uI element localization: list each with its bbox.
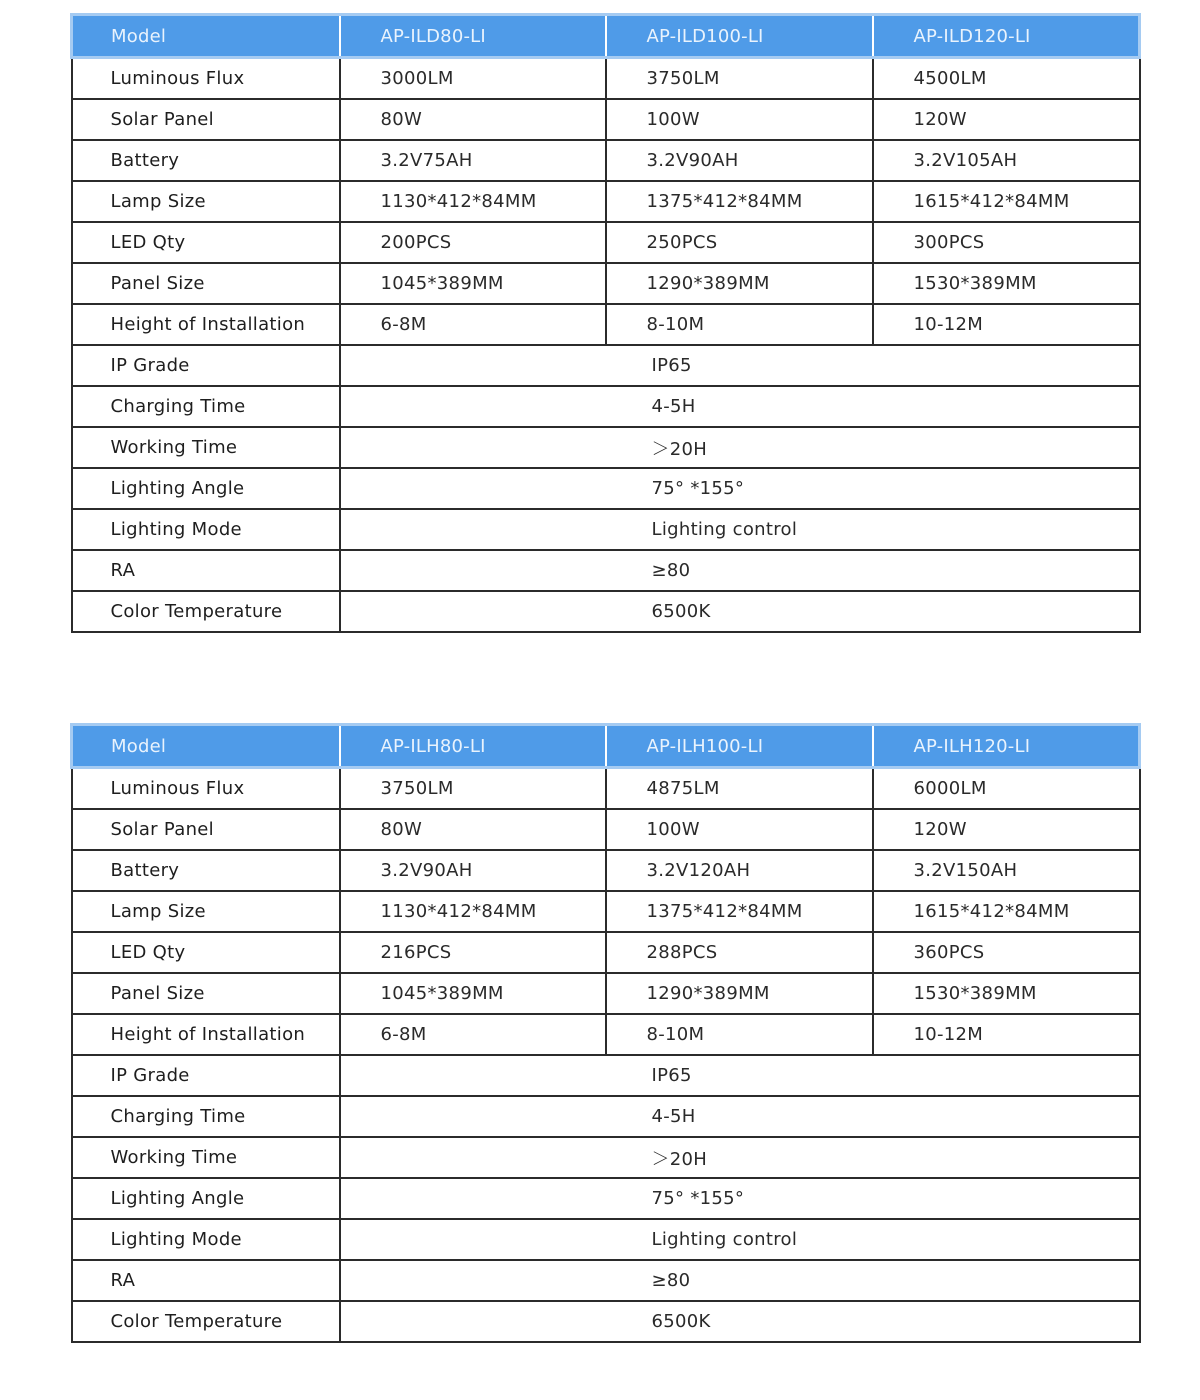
table-row (72, 932, 1140, 973)
table-row (72, 591, 1140, 632)
table-row (72, 1137, 1140, 1178)
table-row (72, 304, 1140, 345)
spec-label: Color Temperature (72, 1301, 340, 1342)
spec-value: 3.2V75AH (340, 140, 606, 181)
spec-value: 250PCS (606, 222, 873, 263)
spec-value: 3.2V105AH (873, 140, 1140, 181)
spec-value: 120W (873, 99, 1140, 140)
spec-label: Battery (72, 850, 340, 891)
model-name: AP-ILD120-LI (873, 15, 1140, 58)
table-row (72, 263, 1140, 304)
spec-label: Charging Time (72, 1096, 340, 1137)
spec-label: Working Time (72, 427, 340, 468)
spec-value: 1290*389MM (606, 973, 873, 1014)
spec-value: 4-5H (340, 386, 1140, 427)
spec-value: 300PCS (873, 222, 1140, 263)
spec-value: 3750LM (340, 768, 606, 810)
table-row (72, 1055, 1140, 1096)
spec-value: ＞20H (340, 427, 1140, 468)
table-row (72, 1260, 1140, 1301)
spec-value: 80W (340, 99, 606, 140)
spec-value: 3750LM (606, 58, 873, 100)
spec-value: Lighting control (340, 509, 1140, 550)
table-row (72, 850, 1140, 891)
spec-value: 10-12M (873, 1014, 1140, 1055)
spec-table-ilh (70, 723, 1141, 1343)
model-header-label: Model (72, 15, 340, 58)
spec-label: Lamp Size (72, 181, 340, 222)
table-row (72, 1219, 1140, 1260)
table-row (72, 1014, 1140, 1055)
spec-value: IP65 (340, 1055, 1140, 1096)
spec-value: 75° *155° (340, 1178, 1140, 1219)
spec-value: 100W (606, 99, 873, 140)
table-row (72, 768, 1140, 810)
table-row (72, 1096, 1140, 1137)
spec-value: 1290*389MM (606, 263, 873, 304)
spec-value: 1615*412*84MM (873, 891, 1140, 932)
spec-label: Height of Installation (72, 1014, 340, 1055)
spec-value: 100W (606, 809, 873, 850)
table-row (72, 181, 1140, 222)
spec-table-ild (70, 13, 1141, 633)
spec-value: 3.2V150AH (873, 850, 1140, 891)
table-row (72, 427, 1140, 468)
spec-value: 200PCS (340, 222, 606, 263)
spec-label: Solar Panel (72, 99, 340, 140)
model-name: AP-ILH100-LI (606, 725, 873, 768)
spec-label: Lighting Mode (72, 1219, 340, 1260)
model-header-label: Model (72, 725, 340, 768)
spec-value: 4875LM (606, 768, 873, 810)
table-row (72, 809, 1140, 850)
spec-value: 6-8M (340, 1014, 606, 1055)
spec-label: Charging Time (72, 386, 340, 427)
spec-value: 8-10M (606, 1014, 873, 1055)
spec-value: Lighting control (340, 1219, 1140, 1260)
spec-value: ≥80 (340, 1260, 1140, 1301)
spec-label: Lighting Mode (72, 509, 340, 550)
spec-value: 6500K (340, 1301, 1140, 1342)
spec-value: 1530*389MM (873, 973, 1140, 1014)
spec-value: 80W (340, 809, 606, 850)
model-name: AP-ILH120-LI (873, 725, 1140, 768)
spec-value: 10-12M (873, 304, 1140, 345)
spec-value: 3.2V90AH (340, 850, 606, 891)
spec-value: 288PCS (606, 932, 873, 973)
table-row (72, 468, 1140, 509)
spec-value: 1375*412*84MM (606, 891, 873, 932)
table-row (72, 345, 1140, 386)
spec-label: Luminous Flux (72, 768, 340, 810)
spec-value: 120W (873, 809, 1140, 850)
spec-label: RA (72, 1260, 340, 1301)
spec-label: Panel Size (72, 973, 340, 1014)
spec-value: 8-10M (606, 304, 873, 345)
spec-value: IP65 (340, 345, 1140, 386)
spec-label: LED Qty (72, 932, 340, 973)
table-row (72, 1301, 1140, 1342)
spec-value: 1130*412*84MM (340, 891, 606, 932)
spec-value: 4-5H (340, 1096, 1140, 1137)
spec-value: 1615*412*84MM (873, 181, 1140, 222)
spec-value: 360PCS (873, 932, 1140, 973)
spec-label: Working Time (72, 1137, 340, 1178)
spec-value: 6-8M (340, 304, 606, 345)
table-row (72, 386, 1140, 427)
table-row (72, 222, 1140, 263)
table-header-row (72, 725, 1140, 768)
spec-label: Lamp Size (72, 891, 340, 932)
spec-value: ＞20H (340, 1137, 1140, 1178)
spec-value: 1130*412*84MM (340, 181, 606, 222)
spec-value: 1045*389MM (340, 973, 606, 1014)
spec-label: IP Grade (72, 345, 340, 386)
spec-value: 1375*412*84MM (606, 181, 873, 222)
table-row (72, 140, 1140, 181)
spec-label: Battery (72, 140, 340, 181)
spec-value: 4500LM (873, 58, 1140, 100)
model-name: AP-ILD100-LI (606, 15, 873, 58)
spec-value: 3.2V120AH (606, 850, 873, 891)
spec-value: 6000LM (873, 768, 1140, 810)
spec-value: 3000LM (340, 58, 606, 100)
spec-value: 6500K (340, 591, 1140, 632)
spec-label: Lighting Angle (72, 1178, 340, 1219)
spec-value: 1530*389MM (873, 263, 1140, 304)
table-row (72, 550, 1140, 591)
spec-label: RA (72, 550, 340, 591)
spec-label: Panel Size (72, 263, 340, 304)
model-name: AP-ILH80-LI (340, 725, 606, 768)
spec-label: Color Temperature (72, 591, 340, 632)
table-row (72, 99, 1140, 140)
table-row (72, 58, 1140, 100)
model-name: AP-ILD80-LI (340, 15, 606, 58)
table-row (72, 1178, 1140, 1219)
spec-label: Luminous Flux (72, 58, 340, 100)
table-row (72, 973, 1140, 1014)
spec-value: 3.2V90AH (606, 140, 873, 181)
table-row (72, 509, 1140, 550)
table-header-row (72, 15, 1140, 58)
spec-label: LED Qty (72, 222, 340, 263)
table-row (72, 891, 1140, 932)
spec-value: ≥80 (340, 550, 1140, 591)
spec-label: IP Grade (72, 1055, 340, 1096)
spec-label: Height of Installation (72, 304, 340, 345)
spec-value: 75° *155° (340, 468, 1140, 509)
spec-label: Lighting Angle (72, 468, 340, 509)
spec-value: 216PCS (340, 932, 606, 973)
spec-label: Solar Panel (72, 809, 340, 850)
spec-value: 1045*389MM (340, 263, 606, 304)
